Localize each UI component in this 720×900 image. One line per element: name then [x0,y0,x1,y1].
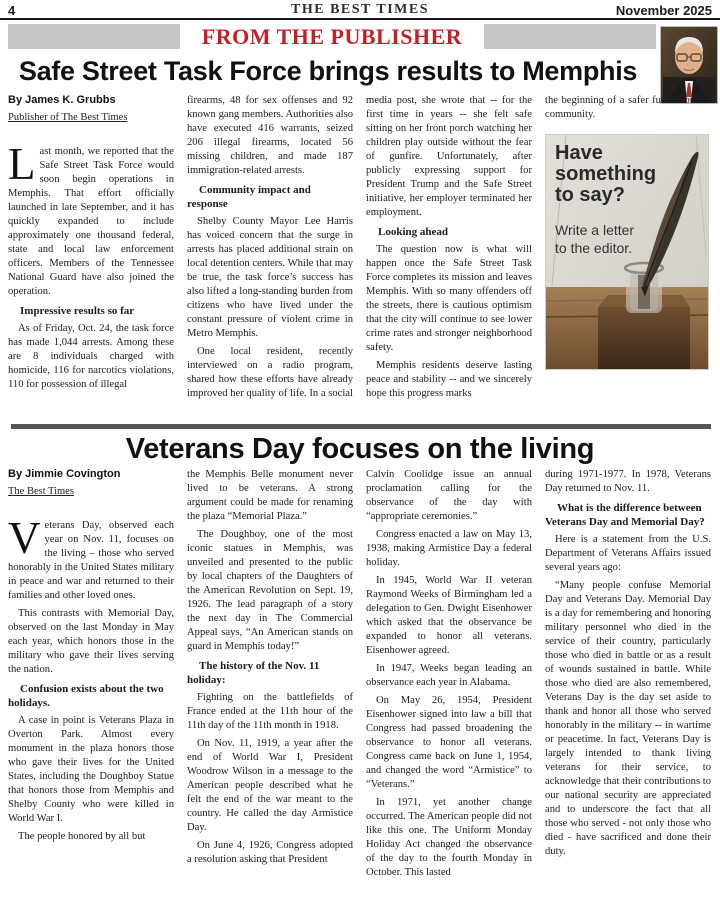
article1-column-1 [8,94,174,424]
article2-column-3-text [366,468,532,880]
article-paragraph: during 1971-1977. In 1978, Veterans Day returned to Nov. 11. [545,469,711,494]
article-paragraph: The Doughboy, one of the most iconic statues in Memphis, was unveiled and presented to the public by local chapters of the Daughters of the American Revolution on Sept. 19, 1926. The lead paragraph of a story the next day in The Commercial Appeal says, “An American stands on guard in Memphis today!” [187,529,353,652]
article1-body [8,94,712,424]
article-paragraph: In 1945, World War II veteran Raymond Weeks of Birmingham led a delegation to Gen. Dwight Eisenhower which asked that the observance be expanded to honor all veterans. Eisenhower agreed. [366,575,532,656]
drop-cap: L [8,139,36,189]
section-banner [8,24,656,49]
article-paragraph: On May 26, 1954, President Eisenhower signed into law a bill that Congress had passed broadening the observance to honor all veterans. Congress came back on June 1, 1954, and changed the word “Armistice” to “Veterans.” [366,695,532,790]
article-paragraph: In 1971, yet another change occurred. The American people did not like this one. The Uniform Monday Holiday Act changed the observance of the day to the fourth Monday in October. This lasted [366,797,532,878]
article-paragraph: Shelby County Mayor Lee Harris has voiced concern that the surge in arrests has placed additional strain on local detention centers. While that may be true, the task force’s success has also lifted a long-standing burden from citizens who have lived under the constant pressure of violent crime in Metro Memphis. [187,216,353,339]
section-banner-panel [180,24,484,49]
letter-to-editor-ad [545,134,709,370]
article-paragraph: On Nov. 11, 1919, a year after the end of World War I, President Woodrow Wilson in a message to the American people described what he felt the end of the war meant to the country. He called the day Armistice Day. [187,738,353,833]
article-paragraph: On June 4, 1926, Congress adopted a resolution asking that President [187,840,353,865]
article-subhead: Impressive results so far [20,305,135,317]
article-subhead: Community impact and response [187,184,311,210]
article-paragraph: Here is a statement from the U.S. Department of Veterans Affairs issued several years ago: [545,534,711,573]
article1-byline-role: Publisher of The Best Times [8,112,128,123]
article2-byline: By Jimmie Covington [8,468,121,480]
article2-column-1-text [8,513,174,844]
article1-column-1-text [8,139,174,392]
article-paragraph: This contrasts with Memorial Day, observed on the last Monday in May each year, which honors those in the military who gave their lives serving the nation. [8,608,174,675]
masthead [0,2,720,20]
section-banner-label: FROM THE PUBLISHER [201,23,463,49]
article-paragraph: Last month, we reported that the Safe Street Task Force would soon begin operations in Memphis. That effort officially launched in late September, and it has quickly expanded to include approximately one thousand federal, state and local law enforcement officers. Members of the Tennessee National Guard have also joined the operation. [8,139,174,297]
article-paragraph: Veterans Day, observed each year on Nov. 11, focuses on the living – those who served honorably in the United States military in peace and war and returned to their families and other loved ones. [8,513,174,601]
article2-column-4 [545,468,711,898]
article-paragraph: “Many people confuse Memorial Day and Veterans Day. Memorial Day is a day for remembering and honoring military personnel who died in the service of their country, particularly those who died in battle or as a result of wounds sustained in battle. While those who died are also remembered, Veterans Day is the day set aside to thank and honor all those who served honorably in the military -- in wartime or peacetime. In fact, Veterans Day is largely intended to thank living veterans for their service, to acknowledge that their contributions to our national security are appreciated and to underscore the fact that all those who served - not only those who died - have sacrificed and done their duty. [545,580,711,857]
article1-column-4-text [545,94,711,122]
article2-column-1 [8,468,174,898]
article-paragraph: the Memphis Belle monument never lived to be veterans. A strong argument could be made for renaming the plaza “Memorial Plaza.” [187,469,353,522]
article1-column-4 [545,94,711,424]
article-paragraph: the beginning of a safer future for our community. [545,95,711,120]
ad-heading: Have something to say? [555,142,657,206]
article-paragraph: media post, she wrote that -- for the first time in years -- she felt safe sitting on her front porch watching her children play outside without the fear of gunfire. Unfortunately, after publicly expressing support for President Trump and the Safe Street initiative, her employer terminated her employment. [366,95,532,218]
newspaper-title: THE BEST TIMES [291,2,429,17]
article-paragraph: Memphis residents deserve lasting peace and stability -- and we sincerely hope this progress marks [366,360,532,399]
article1-column-3 [366,94,532,424]
article-paragraph: Congress enacted a law on May 13, 1938, making Armistice Day a federal holiday. [366,529,532,568]
publisher-portrait-illustration [661,27,717,103]
article2-column-2-text [187,468,353,867]
article-paragraph: firearms, 48 for sex offenses and 92 known gang members. Authorities also have executed 416 warrants, seized 206 illegal firearms, located 56 missing children, and made 187 immigration-related arrests. [187,95,353,176]
article1-column-2-text [187,94,353,401]
article-subhead: The history of the Nov. 11 holiday: [187,660,320,686]
publisher-portrait-photo [660,26,718,104]
article-paragraph: In 1947, Weeks began leading an observance each year in Alabama. [366,663,532,688]
article-paragraph: A case in point is Veterans Plaza in Overton Park. Almost every monument in the plaza honors those who gave their lives for the United States, including the Doughboy Statue that honors those from Memphis and Shelby County who were killed in World War I. [8,715,174,824]
article-paragraph: One local resident, recently interviewed on a radio program, shared how these efforts have already improved her quality of life. In a social [187,346,353,399]
article2-column-3 [366,468,532,898]
article1-column-3-text [366,94,532,401]
article2-body [8,468,712,898]
article-paragraph: The people honored by all but [18,831,146,842]
article2-column-4-text [545,468,711,859]
article-subhead: What is the difference between Veterans Day and Memorial Day? [545,502,705,528]
section-divider [11,424,711,429]
ad-subheading: Write a letter to the editor. [555,222,635,256]
article2-column-2 [187,468,353,898]
issue-date: November 2025 [615,2,712,18]
page-number: 4 [8,2,16,18]
article1-column-2 [187,94,353,424]
article-paragraph: Calvin Coolidge issue an annual proclamation calling for the observance of the day with “appropriate ceremonies.” [366,469,532,522]
article-subhead: Looking ahead [378,226,448,238]
article-subhead: Confusion exists about the two holidays. [8,683,164,709]
article-paragraph: The question now is what will happen once the Safe Street Task Force completes its mission and leaves Memphis. With so many offenders off the streets, there is cautious optimism that the city will continue to see lower crime rates and stronger neighborhood safety. [366,244,532,353]
article2-headline: Veterans Day focuses on the living [125,433,595,465]
article1-headline: Safe Street Task Force brings results to Memphis [18,56,638,86]
article1-byline: By James K. Grubbs [8,94,116,106]
drop-cap: V [8,513,41,563]
article2-byline-role: The Best Times [8,486,74,497]
article-paragraph: Fighting on the battlefields of France ended at the 11th hour of the 11th day of the 11th month in 1918. [187,692,353,731]
article-paragraph: As of Friday, Oct. 24, the task force has made 1,044 arrests. Among these are 8 individuals charged with homicide, 116 for narcotics violations, 110 for possession of illegal [8,323,174,390]
